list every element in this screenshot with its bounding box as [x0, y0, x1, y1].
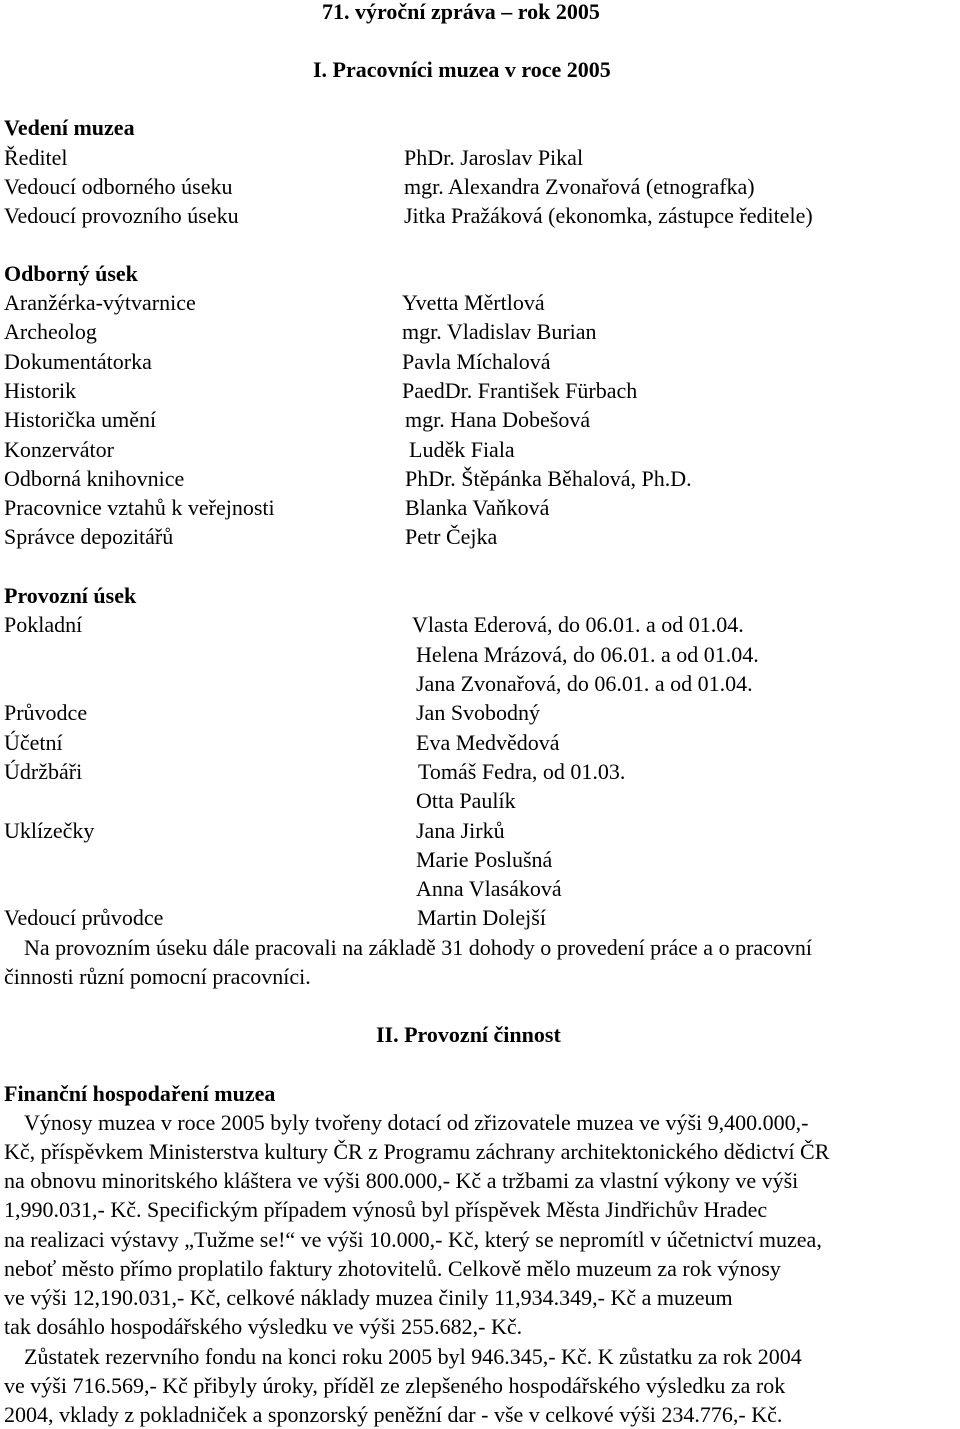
role-label: Historik	[4, 378, 77, 403]
person-name: Petr Čejka	[405, 524, 498, 549]
person-name: PhDr. Jaroslav Pikal	[404, 145, 584, 170]
role-label: Historička umění	[4, 407, 157, 432]
role-label: Archeolog	[4, 319, 97, 344]
paragraph-line: Kč, příspěvkem Ministerstva kultury ČR z Programu záchrany architektonického dědictví ČR	[4, 1139, 830, 1164]
paragraph-line: ve výši 12,190.031,- Kč, celkové náklady muzea činily 11,934.349,- Kč a muzeum	[4, 1285, 733, 1310]
role-label: Účetní	[4, 730, 63, 755]
person-name: Jana Zvonařová, do 06.01. a od 01.04.	[416, 671, 753, 696]
person-name: Jitka Pražáková (ekonomka, zástupce ředitele)	[404, 203, 813, 228]
role-label: Vedoucí průvodce	[4, 905, 164, 930]
note-line: Na provozním úseku dále pracovali na základě 31 dohody o provedení práce a o pracovní	[24, 935, 813, 960]
person-name: Anna Vlasáková	[416, 876, 562, 901]
person-name: PaedDr. František Fürbach	[402, 378, 638, 403]
person-name: Eva Medvědová	[416, 730, 560, 755]
paragraph-line: Výnosy muzea v roce 2005 byly tvořeny dotací od zřizovatele muzea ve výši 9,400.000,-	[24, 1110, 809, 1135]
section1-title: I. Pracovníci muzea v roce 2005	[313, 57, 611, 82]
paragraph-line: 1,990.031,- Kč. Specifickým případem výnosů byl příspěvek Města Jindřichův Hradec	[4, 1197, 768, 1222]
role-label: Vedoucí provozního úseku	[4, 203, 239, 228]
finance-heading: Finanční hospodaření muzea	[4, 1081, 276, 1106]
person-name: Luděk Fiala	[409, 437, 515, 462]
person-name: PhDr. Štěpánka Běhalová, Ph.D.	[405, 466, 692, 491]
report-title: 71. výroční zpráva – rok 2005	[322, 0, 600, 24]
person-name: mgr. Vladislav Burian	[402, 319, 597, 344]
person-name: Marie Poslušná	[416, 847, 553, 872]
role-label: Odborná knihovnice	[4, 466, 185, 491]
professional-heading: Odborný úsek	[4, 261, 138, 286]
person-name: mgr. Hana Dobešová	[405, 407, 591, 432]
role-label: Aranžérka-výtvarnice	[4, 290, 196, 315]
operations-heading: Provozní úsek	[4, 583, 137, 608]
paragraph-line: 2004, vklady z pokladniček a sponzorský peněžní dar - vše v celkové výši 234.776,- Kč.	[4, 1402, 783, 1427]
role-label: Údržbáři	[4, 759, 83, 784]
role-label: Průvodce	[4, 700, 88, 725]
person-name: Jan Svobodný	[416, 700, 541, 725]
person-name: mgr. Alexandra Zvonařová (etnografka)	[404, 174, 755, 199]
person-name: Pavla Míchalová	[402, 349, 551, 374]
person-name: Tomáš Fedra, od 01.03.	[418, 759, 626, 784]
person-name: Yvetta Měrtlová	[402, 290, 545, 315]
person-name: Jana Jirků	[416, 818, 505, 843]
section2-title: II. Provozní činnost	[376, 1022, 561, 1047]
note-line: činnosti různí pomocní pracovníci.	[4, 964, 311, 989]
paragraph-line: Zůstatek rezervního fondu na konci roku 2005 byl 946.345,- Kč. K zůstatku za rok 2004	[24, 1344, 802, 1369]
role-label: Uklízečky	[4, 818, 95, 843]
role-label: Pracovnice vztahů k veřejnosti	[4, 495, 275, 520]
role-label: Pokladní	[4, 612, 83, 637]
role-label: Konzervátor	[4, 437, 114, 462]
management-heading: Vedení muzea	[4, 115, 135, 140]
paragraph-line: na obnovu minoritského kláštera ve výši 800.000,- Kč a tržbami za vlastní výkony ve výši	[4, 1168, 799, 1193]
role-label: Dokumentátorka	[4, 349, 152, 374]
role-label: Ředitel	[4, 145, 68, 170]
person-name: Martin Dolejší	[417, 905, 546, 930]
role-label: Vedoucí odborného úseku	[4, 174, 233, 199]
paragraph-line: tak dosáhlo hospodářského výsledku ve výši 255.682,- Kč.	[4, 1314, 523, 1339]
person-name: Otta Paulík	[416, 788, 516, 813]
role-label: Správce depozitářů	[4, 524, 174, 549]
paragraph-line: ve výši 716.569,- Kč přibyly úroky, příděl ze zlepšeného hospodářského výsledku za rok	[4, 1373, 786, 1398]
person-name: Vlasta Ederová, do 06.01. a od 01.04.	[412, 612, 744, 637]
paragraph-line: na realizaci výstavy „Tužme se!“ ve výši 10.000,- Kč, který se nepromítl v účetnictví muzea,	[4, 1227, 822, 1252]
person-name: Blanka Vaňková	[405, 495, 550, 520]
person-name: Helena Mrázová, do 06.01. a od 01.04.	[416, 642, 759, 667]
paragraph-line: neboť město přímo proplatilo faktury zhotovitelů. Celkově mělo muzeum za rok výnosy	[4, 1256, 781, 1281]
